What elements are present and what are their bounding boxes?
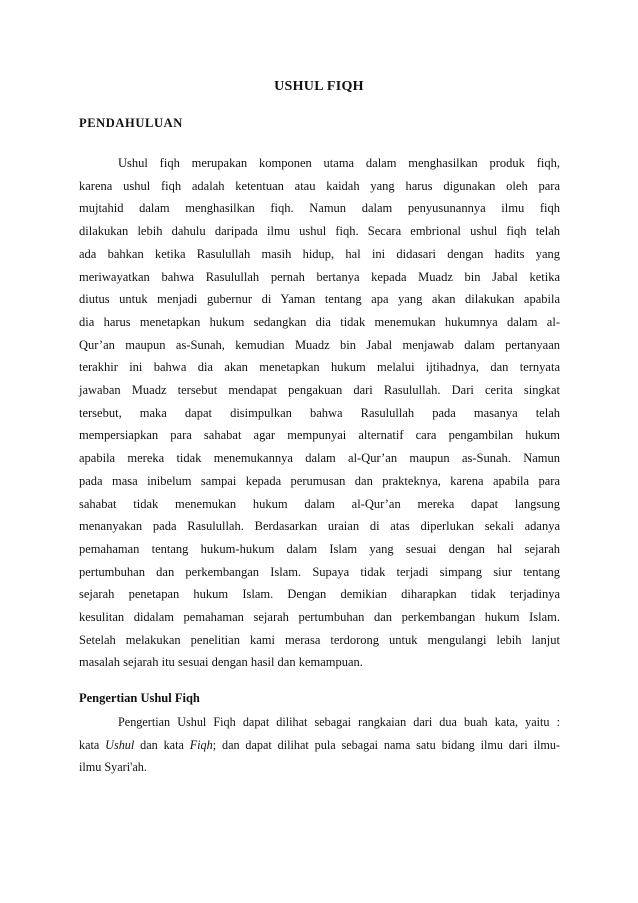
text-run: kata (79, 737, 106, 752)
paragraph-line: terakhir ini bahwa dia akan menetapkan hukum melalui ijtihadnya, dan ternyata (79, 360, 560, 375)
paragraph-line: sejarah penetapan hukum Islam. Dengan demikian diharapkan tidak terjadinya (79, 587, 560, 602)
text-run: ; dan dapat dilihat pula sebagai nama satu bidang ilmu dari ilmu- (212, 737, 560, 752)
document-title: USHUL FIQH (274, 79, 364, 94)
paragraph-line: dilakukan lebih dahulu daripada ilmu ushul fiqh. Secara embrional ushul fiqh telah (79, 224, 560, 239)
paragraph-line: apabila mereka tidak menemukannya dalam al-Qur’an maupun as-Sunah. Namun (79, 451, 560, 466)
italic-term-fiqh: Fiqh (189, 737, 213, 752)
paragraph-pendahuluan (79, 152, 560, 674)
paragraph-line: menanyakan pada Rasulullah. Berdasarkan uraian di atas diperlukan sekali adanya (79, 519, 560, 534)
paragraph-line: Qur’an maupun as-Sunah, kemudian Muadz bin Jabal menjawab dalam pertanyaan (79, 337, 560, 352)
paragraph-line: mempersiapkan para sahabat agar mempunyai alternatif cara pengambilan hukum (79, 428, 560, 443)
paragraph-line: pemahaman tentang hukum-hukum dalam Islam yang sesuai dengan hal sejarah (79, 541, 560, 556)
paragraph-line: karena ushul fiqh adalah ketentuan atau kaidah yang harus digunakan oleh para (79, 178, 560, 193)
paragraph-line: Ushul fiqh merupakan komponen utama dalam menghasilkan produk fiqh, (118, 156, 560, 170)
paragraph-line: pada masa inibelum sampai kepada perumusan dan prakteknya, karena apabila para (79, 473, 560, 488)
paragraph-line: kesulitan didalam pemahaman sejarah pertumbuhan dan perkembangan hukum Islam. (79, 610, 560, 625)
paragraph-line: tersebut, maka dapat disimpulkan bahwa Rasulullah pada masanya telah (79, 405, 560, 420)
text-run: dan kata (134, 737, 190, 752)
paragraph-line: jawaban Muadz tersebut mendapat pengakuan dari Rasulullah. Dari cerita singkat (79, 383, 560, 398)
section-heading-pendahuluan: PENDAHULUAN (79, 116, 183, 130)
paragraph-line: Setelah melakukan penelitian kami merasa terdorong untuk mengulangi lebih lanjut (79, 632, 560, 647)
paragraph-line: masalah sejarah itu sesuai dengan hasil dan kemampuan. (79, 655, 363, 670)
paragraph-line (79, 734, 560, 757)
paragraph-line: dia harus menetapkan hukum sedangkan dia tidak menemukan hukumnya dalam al- (79, 314, 560, 329)
paragraph-line: ada bahkan ketika Rasulullah masih hidup, hal ini didasari dengan hadits yang (79, 246, 560, 261)
paragraph-line: pertumbuhan dan perkembangan Islam. Supaya tidak terjadi simpang siur tentang (79, 564, 560, 579)
section-heading-pengertian: Pengertian Ushul Fiqh (79, 691, 200, 705)
paragraph-line: diutus untuk menjadi gubernur di Yaman tentang apa yang akan dilakukan apabila (79, 292, 560, 307)
paragraph-line: meriwayatkan bahwa Rasulullah pernah bertanya kepada Muadz bin Jabal ketika (79, 269, 560, 284)
paragraph-pengertian (79, 711, 560, 779)
paragraph-line: sahabat tidak menemukan hukum dalam al-Qur’an mereka dapat langsung (79, 496, 560, 511)
italic-term-ushul: Ushul (105, 737, 135, 752)
paragraph-line: ilmu Syari'ah. (79, 760, 147, 774)
paragraph-line: Pengertian Ushul Fiqh dapat dilihat sebagai rangkaian dari dua buah kata, yaitu : (118, 715, 560, 729)
paragraph-line: mujtahid dalam menghasilkan fiqh. Namun dalam penyusunannya ilmu fiqh (79, 201, 560, 216)
